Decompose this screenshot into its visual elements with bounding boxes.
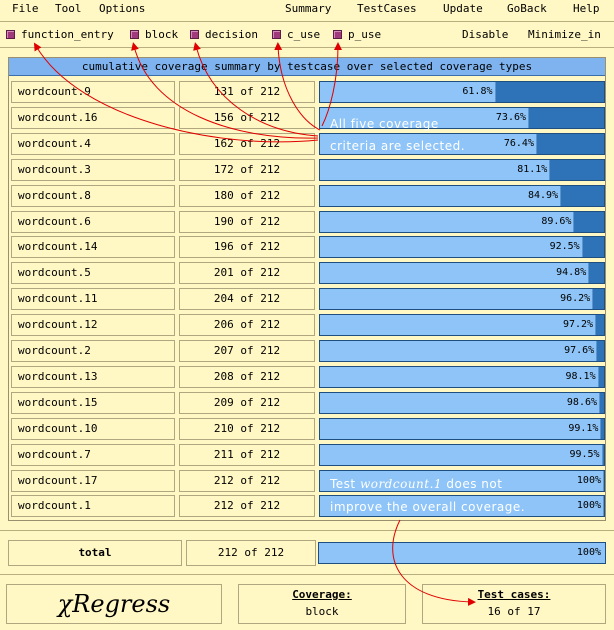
- checkbox-decision[interactable]: [190, 28, 258, 41]
- checkbox-label: p_use: [348, 28, 382, 41]
- coverage-percent: 81.1%: [517, 163, 548, 175]
- checkbox-checked-icon[interactable]: [130, 30, 139, 39]
- coverage-percent: 92.5%: [549, 241, 580, 253]
- table-row[interactable]: [9, 339, 605, 363]
- coverage-percent: 100%: [576, 474, 601, 486]
- menu-separator: [0, 21, 614, 22]
- testcase-name: wordcount.14: [11, 236, 175, 258]
- table-row[interactable]: [9, 417, 605, 441]
- coverage-bar: [319, 418, 605, 440]
- checkbox-checked-icon[interactable]: [272, 30, 281, 39]
- minimize-button[interactable]: Minimize_in: [528, 28, 601, 41]
- annotation-top-line2: criteria are selected.: [330, 139, 466, 153]
- coverage-bar: [319, 392, 605, 414]
- testcase-name: wordcount.6: [11, 211, 175, 233]
- testcase-name: wordcount.16: [11, 107, 175, 129]
- testcases-status: [422, 584, 606, 624]
- testcase-count: 172 of 212: [179, 159, 315, 181]
- coverage-table: [8, 57, 606, 521]
- table-separator: [0, 530, 614, 531]
- checkbox-p-use[interactable]: [333, 28, 381, 41]
- testcase-name: wordcount.9: [11, 81, 175, 103]
- coverage-bar: [319, 314, 605, 336]
- coverage-percent: 84.9%: [528, 189, 559, 201]
- testcase-name: wordcount.7: [11, 444, 175, 466]
- testcase-count: 190 of 212: [179, 211, 315, 233]
- coverage-bar: [319, 211, 605, 233]
- checkbox-function-entry[interactable]: [6, 28, 114, 41]
- coverage-bar: [319, 288, 605, 310]
- menu-testcases[interactable]: TestCases: [357, 2, 417, 15]
- table-row[interactable]: [9, 106, 605, 130]
- menu-tool[interactable]: Tool: [55, 2, 82, 15]
- coverage-percent: 76.4%: [503, 137, 534, 149]
- testcase-name: wordcount.11: [11, 288, 175, 310]
- coverage-status: [238, 584, 406, 624]
- total-count: 212 of 212: [186, 540, 316, 566]
- annotation-bottom-line2: improve the overall coverage.: [330, 500, 526, 514]
- checkbar-separator: [0, 47, 614, 48]
- coverage-bar: [319, 444, 605, 466]
- testcase-count: 207 of 212: [179, 340, 315, 362]
- coverage-type-bar: [0, 24, 614, 46]
- coverage-percent: 98.6%: [566, 396, 598, 408]
- checkbox-checked-icon[interactable]: [190, 30, 199, 39]
- coverage-percent: 94.8%: [556, 267, 587, 279]
- menu-goback[interactable]: GoBack: [507, 2, 547, 15]
- testcase-count: 162 of 212: [179, 133, 315, 155]
- table-row[interactable]: [9, 443, 605, 467]
- coverage-percent: 61.8%: [462, 86, 493, 97]
- coverage-bar: [319, 236, 605, 258]
- coverage-bar: [319, 340, 605, 362]
- testcase-name: wordcount.4: [11, 133, 175, 155]
- testcase-count: 206 of 212: [179, 314, 315, 336]
- menu-bar: [0, 0, 614, 20]
- table-row[interactable]: [9, 261, 605, 285]
- total-row: [8, 540, 606, 566]
- testcase-name: wordcount.3: [11, 159, 175, 181]
- coverage-bar: [319, 185, 605, 207]
- table-row[interactable]: [9, 313, 605, 337]
- table-row[interactable]: [9, 469, 605, 493]
- total-bar: [318, 542, 606, 564]
- coverage-percent: 100%: [576, 500, 601, 512]
- testcase-count: 196 of 212: [179, 236, 315, 258]
- annotation-bottom-em: wordcount.1: [359, 477, 443, 491]
- coverage-percent: 99.1%: [568, 422, 599, 434]
- total-percent: 100%: [576, 547, 601, 558]
- testcase-name: wordcount.8: [11, 185, 175, 207]
- table-title: cumulative coverage summary by testcase over selected coverage types: [9, 58, 605, 76]
- testcase-count: 212 of 212: [179, 470, 315, 492]
- table-row[interactable]: [9, 210, 605, 234]
- table-row[interactable]: [9, 132, 605, 156]
- coverage-percent: 96.2%: [560, 293, 591, 305]
- testcase-count: 208 of 212: [179, 366, 315, 388]
- coverage-bar: [319, 81, 605, 103]
- coverage-percent: 97.6%: [564, 345, 595, 356]
- testcase-count: 210 of 212: [179, 418, 315, 440]
- testcase-count: 211 of 212: [179, 444, 315, 466]
- coverage-percent: 98.1%: [565, 370, 596, 382]
- coverage-bar: [319, 262, 605, 284]
- annotation-top-line1: All five coverage: [330, 117, 439, 131]
- testcase-count: 204 of 212: [179, 288, 315, 310]
- footer-separator: [0, 574, 614, 575]
- table-row[interactable]: [9, 80, 605, 104]
- menu-file[interactable]: File: [12, 2, 39, 15]
- table-row[interactable]: [9, 391, 605, 415]
- table-row[interactable]: [9, 158, 605, 182]
- annotation-bottom-post: does not: [442, 477, 503, 491]
- testcase-name: wordcount.1: [11, 495, 175, 517]
- checkbox-checked-icon[interactable]: [333, 30, 342, 39]
- testcase-count: 156 of 212: [179, 107, 315, 129]
- table-row[interactable]: [9, 235, 605, 259]
- coverage-percent: 89.6%: [541, 215, 572, 227]
- total-label: total: [8, 540, 182, 566]
- app-logo: χRegress: [6, 584, 222, 624]
- testcase-name: wordcount.15: [11, 392, 175, 414]
- testcase-name: wordcount.13: [11, 366, 175, 388]
- disable-button[interactable]: Disable: [462, 28, 509, 41]
- checkbox-label: function_entry: [21, 28, 114, 41]
- annotation-bottom-pre: Test: [330, 477, 360, 491]
- coverage-bar: [319, 159, 605, 181]
- testcase-name: wordcount.2: [11, 340, 175, 362]
- checkbox-c-use[interactable]: [272, 28, 320, 41]
- coverage-label: Coverage:: [292, 588, 352, 601]
- checkbox-label: c_use: [287, 28, 321, 41]
- testcase-count: 180 of 212: [179, 185, 315, 207]
- testcase-count: 131 of 212: [179, 81, 315, 103]
- testcase-name: wordcount.12: [11, 314, 175, 336]
- testcases-label: Test cases:: [477, 588, 551, 601]
- menu-options[interactable]: Options: [99, 2, 146, 15]
- testcase-name: wordcount.5: [11, 262, 175, 284]
- checkbox-label: decision: [205, 28, 258, 41]
- coverage-percent: 99.5%: [569, 448, 600, 460]
- checkbox-checked-icon[interactable]: [6, 30, 15, 39]
- testcase-count: 209 of 212: [179, 392, 315, 414]
- checkbox-label: block: [145, 28, 179, 41]
- checkbox-block[interactable]: [130, 28, 178, 41]
- menu-help[interactable]: Help: [573, 2, 600, 15]
- table-row[interactable]: [9, 365, 605, 389]
- table-row[interactable]: [9, 184, 605, 208]
- coverage-bar: [319, 366, 605, 388]
- annotation-bottom-line1: [330, 477, 502, 491]
- testcase-count: 212 of 212: [179, 495, 315, 517]
- coverage-value: block: [305, 605, 339, 618]
- coverage-percent: 97.2%: [562, 319, 594, 331]
- testcase-name: wordcount.17: [11, 470, 175, 492]
- testcases-value: 16 of 17: [487, 605, 541, 618]
- table-row[interactable]: [9, 287, 605, 311]
- testcase-count: 201 of 212: [179, 262, 315, 284]
- menu-update[interactable]: Update: [443, 2, 483, 15]
- menu-summary[interactable]: Summary: [285, 2, 332, 15]
- testcase-name: wordcount.10: [11, 418, 175, 440]
- coverage-percent: 73.6%: [495, 111, 527, 123]
